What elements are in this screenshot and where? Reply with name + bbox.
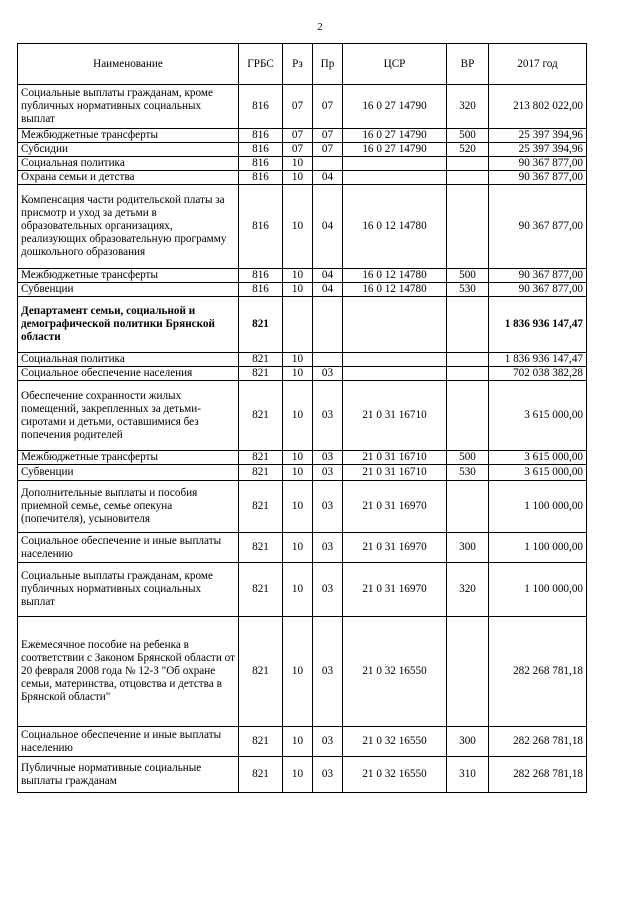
row-csr-cell: 21 0 31 16710 bbox=[343, 451, 447, 465]
row-csr-cell: 16 0 27 14790 bbox=[343, 85, 447, 129]
row-csr-cell: 21 0 31 16970 bbox=[343, 481, 447, 533]
table-body bbox=[18, 85, 587, 793]
table-row bbox=[18, 185, 587, 269]
row-csr-cell: 21 0 32 16550 bbox=[343, 757, 447, 793]
row-vr-cell: 500 bbox=[447, 129, 489, 143]
table-row bbox=[18, 171, 587, 185]
row-pr-cell: 07 bbox=[313, 143, 343, 157]
row-amount-cell: 90 367 877,00 bbox=[489, 269, 587, 283]
row-csr-cell: 21 0 31 16970 bbox=[343, 533, 447, 563]
row-rz-cell: 10 bbox=[283, 451, 313, 465]
row-vr-cell bbox=[447, 297, 489, 353]
row-vr-cell bbox=[447, 157, 489, 171]
row-grbs-cell: 821 bbox=[239, 727, 283, 757]
row-name-cell: Субвенции bbox=[18, 283, 239, 297]
row-grbs-cell: 821 bbox=[239, 563, 283, 617]
table-row bbox=[18, 157, 587, 171]
row-amount-cell: 90 367 877,00 bbox=[489, 283, 587, 297]
table-row bbox=[18, 143, 587, 157]
row-pr-cell: 03 bbox=[313, 757, 343, 793]
table-header-row bbox=[18, 44, 587, 85]
row-name-cell: Публичные нормативные социальные выплаты гражданам bbox=[18, 757, 239, 793]
row-amount-cell: 3 615 000,00 bbox=[489, 381, 587, 451]
row-grbs-cell: 821 bbox=[239, 451, 283, 465]
table-row bbox=[18, 129, 587, 143]
row-amount-cell: 282 268 781,18 bbox=[489, 617, 587, 727]
row-name-cell: Социальные выплаты гражданам, кроме публичных нормативных социальных выплат bbox=[18, 563, 239, 617]
row-csr-cell: 16 0 12 14780 bbox=[343, 185, 447, 269]
table-row bbox=[18, 617, 587, 727]
row-rz-cell: 07 bbox=[283, 129, 313, 143]
row-grbs-cell: 816 bbox=[239, 85, 283, 129]
row-rz-cell: 10 bbox=[283, 269, 313, 283]
row-csr-cell: 21 0 32 16550 bbox=[343, 727, 447, 757]
row-name-cell: Дополнительные выплаты и пособия приемной семье, семье опекуна (попечителя), усыновителя bbox=[18, 481, 239, 533]
row-grbs-cell: 821 bbox=[239, 381, 283, 451]
row-rz-cell bbox=[283, 297, 313, 353]
row-rz-cell: 10 bbox=[283, 381, 313, 451]
row-rz-cell: 10 bbox=[283, 727, 313, 757]
row-vr-cell: 520 bbox=[447, 143, 489, 157]
row-vr-cell bbox=[447, 481, 489, 533]
row-name-cell: Межбюджетные трансферты bbox=[18, 129, 239, 143]
row-pr-cell: 03 bbox=[313, 465, 343, 481]
header-grbs: ГРБС bbox=[239, 44, 283, 85]
table-row bbox=[18, 465, 587, 481]
row-pr-cell: 03 bbox=[313, 617, 343, 727]
row-amount-cell: 282 268 781,18 bbox=[489, 727, 587, 757]
row-name-cell: Социальное обеспечение и иные выплаты населению bbox=[18, 533, 239, 563]
row-name-cell: Межбюджетные трансферты bbox=[18, 269, 239, 283]
row-pr-cell bbox=[313, 297, 343, 353]
row-vr-cell: 310 bbox=[447, 757, 489, 793]
row-grbs-cell: 816 bbox=[239, 269, 283, 283]
table-row bbox=[18, 533, 587, 563]
row-name-cell: Обеспечение сохранности жилых помещений, закрепленных за детьми-сиротами и детьми, оставшимися без попечения родителей bbox=[18, 381, 239, 451]
row-rz-cell: 10 bbox=[283, 157, 313, 171]
table-row bbox=[18, 451, 587, 465]
row-pr-cell: 04 bbox=[313, 269, 343, 283]
row-pr-cell: 03 bbox=[313, 533, 343, 563]
row-name-cell: Субвенции bbox=[18, 465, 239, 481]
row-csr-cell bbox=[343, 171, 447, 185]
page-number: 2 bbox=[317, 21, 323, 33]
row-rz-cell: 10 bbox=[283, 757, 313, 793]
table-row bbox=[18, 367, 587, 381]
row-pr-cell: 07 bbox=[313, 129, 343, 143]
header-year: 2017 год bbox=[489, 44, 587, 85]
row-name-cell: Межбюджетные трансферты bbox=[18, 451, 239, 465]
row-pr-cell: 04 bbox=[313, 283, 343, 297]
row-pr-cell: 04 bbox=[313, 185, 343, 269]
header-vr: ВР bbox=[447, 44, 489, 85]
row-amount-cell: 90 367 877,00 bbox=[489, 171, 587, 185]
row-rz-cell: 10 bbox=[283, 465, 313, 481]
row-csr-cell bbox=[343, 353, 447, 367]
row-rz-cell: 10 bbox=[283, 481, 313, 533]
row-rz-cell: 10 bbox=[283, 283, 313, 297]
row-vr-cell: 320 bbox=[447, 85, 489, 129]
row-name-cell: Социальное обеспечение и иные выплаты населению bbox=[18, 727, 239, 757]
row-csr-cell: 16 0 27 14790 bbox=[343, 129, 447, 143]
row-name-cell: Социальная политика bbox=[18, 353, 239, 367]
row-grbs-cell: 821 bbox=[239, 465, 283, 481]
row-pr-cell: 03 bbox=[313, 481, 343, 533]
table-row bbox=[18, 563, 587, 617]
row-grbs-cell: 816 bbox=[239, 129, 283, 143]
row-amount-cell: 3 615 000,00 bbox=[489, 465, 587, 481]
row-rz-cell: 10 bbox=[283, 617, 313, 727]
table-row bbox=[18, 283, 587, 297]
row-vr-cell bbox=[447, 367, 489, 381]
row-amount-cell: 702 038 382,28 bbox=[489, 367, 587, 381]
header-pr: Пр bbox=[313, 44, 343, 85]
row-grbs-cell: 821 bbox=[239, 297, 283, 353]
row-rz-cell: 10 bbox=[283, 171, 313, 185]
row-name-cell: Охрана семьи и детства bbox=[18, 171, 239, 185]
header-name: Наименование bbox=[18, 44, 239, 85]
header-csr: ЦСР bbox=[343, 44, 447, 85]
row-rz-cell: 10 bbox=[283, 533, 313, 563]
row-grbs-cell: 821 bbox=[239, 533, 283, 563]
row-vr-cell bbox=[447, 381, 489, 451]
row-name-cell: Социальное обеспечение населения bbox=[18, 367, 239, 381]
row-pr-cell: 04 bbox=[313, 171, 343, 185]
row-vr-cell: 530 bbox=[447, 283, 489, 297]
row-amount-cell: 1 836 936 147,47 bbox=[489, 297, 587, 353]
table-row bbox=[18, 85, 587, 129]
row-grbs-cell: 821 bbox=[239, 353, 283, 367]
table-row bbox=[18, 381, 587, 451]
row-csr-cell bbox=[343, 297, 447, 353]
table-row bbox=[18, 727, 587, 757]
row-pr-cell: 03 bbox=[313, 381, 343, 451]
row-vr-cell: 300 bbox=[447, 727, 489, 757]
row-amount-cell: 25 397 394,96 bbox=[489, 143, 587, 157]
row-name-cell: Субсидии bbox=[18, 143, 239, 157]
row-pr-cell: 07 bbox=[313, 85, 343, 129]
row-rz-cell: 07 bbox=[283, 85, 313, 129]
row-csr-cell bbox=[343, 157, 447, 171]
row-name-cell: Компенсация части родительской платы за присмотр и уход за детьми в образовательных организациях, реализующих образовательную программу дошкольного образования bbox=[18, 185, 239, 269]
row-amount-cell: 90 367 877,00 bbox=[489, 185, 587, 269]
row-pr-cell: 03 bbox=[313, 727, 343, 757]
row-csr-cell: 21 0 32 16550 bbox=[343, 617, 447, 727]
row-name-cell: Департамент семьи, социальной и демографической политики Брянской области bbox=[18, 297, 239, 353]
row-amount-cell: 3 615 000,00 bbox=[489, 451, 587, 465]
row-vr-cell: 500 bbox=[447, 451, 489, 465]
row-pr-cell bbox=[313, 353, 343, 367]
row-csr-cell: 21 0 31 16710 bbox=[343, 465, 447, 481]
row-amount-cell: 282 268 781,18 bbox=[489, 757, 587, 793]
row-grbs-cell: 816 bbox=[239, 171, 283, 185]
row-amount-cell: 1 100 000,00 bbox=[489, 481, 587, 533]
row-vr-cell bbox=[447, 617, 489, 727]
row-rz-cell: 07 bbox=[283, 143, 313, 157]
row-rz-cell: 10 bbox=[283, 563, 313, 617]
row-rz-cell: 10 bbox=[283, 353, 313, 367]
row-csr-cell: 21 0 31 16710 bbox=[343, 381, 447, 451]
row-amount-cell: 25 397 394,96 bbox=[489, 129, 587, 143]
row-vr-cell bbox=[447, 171, 489, 185]
row-vr-cell: 320 bbox=[447, 563, 489, 617]
row-name-cell: Социальная политика bbox=[18, 157, 239, 171]
row-csr-cell: 21 0 31 16970 bbox=[343, 563, 447, 617]
table-row bbox=[18, 297, 587, 353]
budget-table bbox=[17, 43, 587, 793]
table-row bbox=[18, 481, 587, 533]
row-amount-cell: 90 367 877,00 bbox=[489, 157, 587, 171]
row-pr-cell: 03 bbox=[313, 563, 343, 617]
row-pr-cell: 03 bbox=[313, 367, 343, 381]
table-row bbox=[18, 757, 587, 793]
row-vr-cell: 300 bbox=[447, 533, 489, 563]
table-row bbox=[18, 269, 587, 283]
row-grbs-cell: 816 bbox=[239, 157, 283, 171]
row-vr-cell: 530 bbox=[447, 465, 489, 481]
row-grbs-cell: 821 bbox=[239, 481, 283, 533]
row-pr-cell bbox=[313, 157, 343, 171]
row-grbs-cell: 821 bbox=[239, 757, 283, 793]
row-csr-cell: 16 0 12 14780 bbox=[343, 283, 447, 297]
row-amount-cell: 1 100 000,00 bbox=[489, 533, 587, 563]
row-vr-cell bbox=[447, 185, 489, 269]
row-name-cell: Ежемесячное пособие на ребенка в соответствии с Законом Брянской области от 20 февраля 2008 года № 12-З "Об охране семьи, материнства, отцовства и детства в Брянской области" bbox=[18, 617, 239, 727]
row-amount-cell: 1 836 936 147,47 bbox=[489, 353, 587, 367]
row-csr-cell bbox=[343, 367, 447, 381]
row-pr-cell: 03 bbox=[313, 451, 343, 465]
row-vr-cell bbox=[447, 353, 489, 367]
row-vr-cell: 500 bbox=[447, 269, 489, 283]
row-grbs-cell: 816 bbox=[239, 143, 283, 157]
row-amount-cell: 213 802 022,00 bbox=[489, 85, 587, 129]
row-grbs-cell: 816 bbox=[239, 185, 283, 269]
table-row bbox=[18, 353, 587, 367]
row-grbs-cell: 816 bbox=[239, 283, 283, 297]
row-amount-cell: 1 100 000,00 bbox=[489, 563, 587, 617]
row-grbs-cell: 821 bbox=[239, 367, 283, 381]
row-rz-cell: 10 bbox=[283, 367, 313, 381]
row-csr-cell: 16 0 27 14790 bbox=[343, 143, 447, 157]
row-grbs-cell: 821 bbox=[239, 617, 283, 727]
row-name-cell: Социальные выплаты гражданам, кроме публичных нормативных социальных выплат bbox=[18, 85, 239, 129]
header-rz: Рз bbox=[283, 44, 313, 85]
row-rz-cell: 10 bbox=[283, 185, 313, 269]
row-csr-cell: 16 0 12 14780 bbox=[343, 269, 447, 283]
